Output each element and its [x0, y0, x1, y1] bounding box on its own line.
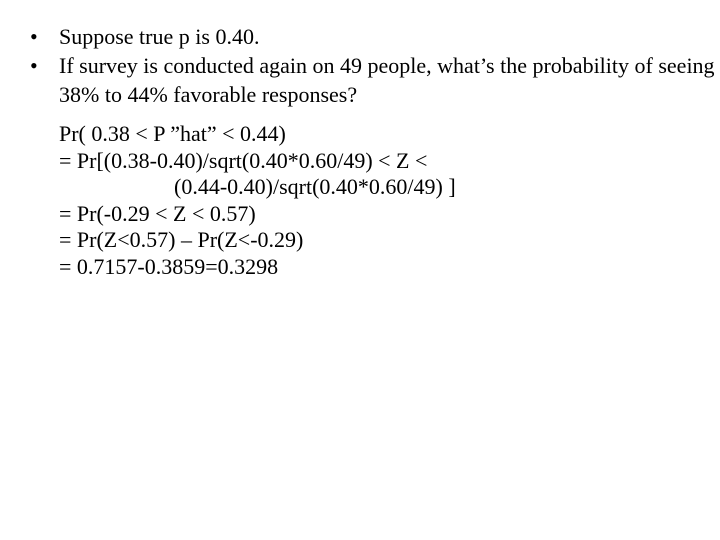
- calc-line-standardize-lower: = Pr[(0.38-0.40)/sqrt(0.40*0.60/49) < Z <: [59, 147, 428, 173]
- bullet-text: If survey is conducted again on 49 people, what’s the probability of seeing 38% to 44% favorable responses?: [59, 53, 715, 107]
- calc-line-result: = 0.7157-0.3859=0.3298: [59, 253, 279, 279]
- bullet-list: [30, 22, 715, 109]
- calc-line-probability-statement: Pr( 0.38 < P ”hat” < 0.44): [59, 121, 286, 146]
- calc-line-z-interval: = Pr(-0.29 < Z < 0.57): [59, 200, 256, 226]
- bullet-item-question: [30, 51, 715, 109]
- bullet-item-true-p: [30, 22, 715, 51]
- calc-line-standardize-upper: (0.44-0.40)/sqrt(0.40*0.60/49) ]: [174, 174, 456, 199]
- bullet-icon: •: [30, 53, 38, 78]
- calculation-block: [59, 121, 709, 280]
- calc-line-cdf-difference: = Pr(Z<0.57) – Pr(Z<-0.29): [59, 227, 304, 252]
- bullet-text: Suppose true p is 0.40.: [59, 24, 260, 49]
- bullet-icon: •: [30, 24, 38, 49]
